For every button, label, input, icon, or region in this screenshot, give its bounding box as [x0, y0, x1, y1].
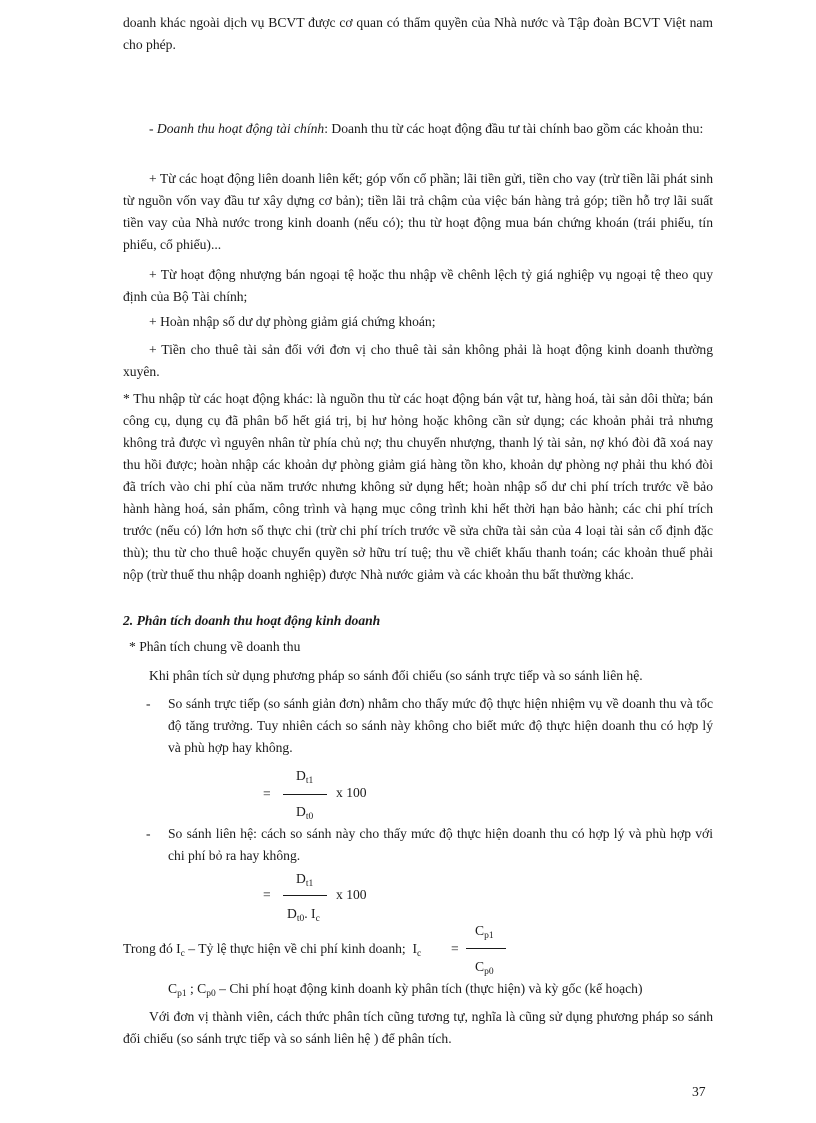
formula3-equals: = [451, 941, 459, 956]
formula3-fraction-bar [466, 948, 506, 949]
formula1-denominator: $D_{t0}$ [296, 804, 314, 822]
paragraph-bullet-securities-provision: + Hoàn nhập số dư dự phòng giảm giá chứng khoán; [149, 314, 436, 329]
formula2-times-100: x 100 [336, 887, 367, 902]
formula2-fraction-bar [283, 895, 327, 896]
formula2-equals: = [263, 887, 271, 902]
formula1-times-100: x 100 [336, 785, 367, 800]
section-heading: 2. Phân tích doanh thu hoạt động kinh doanh [123, 613, 381, 628]
paragraph-member-units: Với đơn vị thành viên, cách thức phân tích cũng tương tự, nghĩa là cũng sử dụng phương pháp so sánh đối chiếu (so sánh trực tiếp và so sánh liên hệ ) để phân tích. [123, 1009, 713, 1046]
financial-revenue-text: : Doanh thu từ các hoạt động đầu tư tài chính bao gồm các khoản thu: [324, 121, 704, 136]
formula1-equals: = [263, 786, 271, 801]
paragraph-intro-continued: doanh khác ngoài dịch vụ BCVT được cơ quan có thẩm quyền của Nhà nước và Tập đoàn BCVT Việt nam cho phép. [123, 15, 713, 52]
formula2-numerator: $D_{t1}$ [296, 871, 314, 889]
formula3-numerator: $C_{p1}$ [475, 923, 494, 941]
formula1-fraction-bar [283, 794, 327, 795]
paragraph-other-income: * Thu nhập từ các hoạt động khác: là nguồn thu từ các hoạt động bán vật tư, hàng hoá, tài sản dôi thừa; bán công cụ, dụng cụ đã phân bổ hết giá trị, bị hư hỏng hoặc không cần sử dụng; các khoản phải trả nhưng không trả được vì nguyên nhân từ phía chủ nợ; thu chuyển nhượng, thanh lý tài sản, nợ khó đòi đã xoá nay thu hồi được; hoàn nhập các khoản dự phòng giảm giá hàng tồn kho, khoản dự phòng nợ phải thu khó đòi đã trích vào chi phí của năm trước nhưng không sử dụng hết; hoàn nhập số dư chi phí trích trước về bảo hành hàng hoá, sản phẩm, công trình và hạng mục công trình khi hết thời hạn bảo hành; các chi phí trích trước (nếu có) lớn hơn số thực chi (trừ chi phí trích trước về sửa chữa tài sản của 4 loại tài sản cố định đặc thù); thu từ cho thuê hoặc chuyển quyền sở hữu trí tuệ; thu về chiết khấu thanh toán; các khoản thuế phải nộp (trừ thuế thu nhập doanh nghiệp) được Nhà nước giảm và các khoản thu bất thường khác. [123, 391, 713, 582]
paragraph-bullet-foreign-currency: + Từ hoạt động nhượng bán ngoại tệ hoặc thu nhập về chênh lệch tỷ giá nghiệp vụ ngoại tệ theo quy định của Bộ Tài chính; [123, 267, 713, 304]
paragraph-comparison-method: Khi phân tích sử dụng phương pháp so sánh đối chiếu (so sánh trực tiếp và so sánh liên hệ. [149, 668, 643, 683]
paragraph-bullet-asset-rental: + Tiền cho thuê tài sản đối với đơn vị cho thuê tài sản không phải là hoạt động kinh doanh thường xuyên. [123, 342, 713, 379]
where-line: Trong đó $I_c$ – Tỷ lệ thực hiện về chi phí kinh doanh; $I_c$ [123, 941, 422, 959]
formula3-denominator: $C_{p0}$ [475, 959, 494, 977]
dash-marker-direct: - [146, 696, 151, 711]
paragraph-relative-comparison: So sánh liên hệ: cách so sánh này cho thấy mức độ thực hiện doanh thu có hợp lý và phù hợp với chi phí bỏ ra hay không. [168, 826, 713, 863]
paragraph-bullet-joint-ventures: + Từ các hoạt động liên doanh liên kết; góp vốn cổ phần; lãi tiền gửi, tiền cho vay (trừ tiền lãi phát sinh từ nguồn vốn vay đầu tư xây dựng cơ bản); tiền lãi trả chậm của việc bán hàng trả góp; tiền hỗ trợ lãi suất tiền vay của Nhà nước trong kinh doanh (nếu có); thu từ hoạt động mua bán chứng khoán (trái phiếu, tín phiếu, cổ phiếu)... [123, 171, 713, 252]
formula2-denominator: $D_{t0}$. $I_c$ [287, 906, 320, 924]
page-number: 37 [692, 1084, 706, 1099]
paragraph-direct-comparison: So sánh trực tiếp (so sánh giản đơn) nhằm cho thấy mức độ thực hiện nhiệm vụ về doanh thu và tốc độ tăng trưởng. Tuy nhiên cách so sánh này không cho biết mức độ thực hiện doanh thu có hợp lý và phù hợp hay không. [168, 696, 713, 755]
cost-legend-line: $C_{p1}$ ; $C_{p0}$ – Chi phí hoạt động kinh doanh kỳ phân tích (thực hiện) và kỳ gốc (kế hoạch) [168, 981, 643, 999]
formula1-numerator: $D_{t1}$ [296, 768, 314, 786]
subsection-heading: * Phân tích chung về doanh thu [129, 639, 301, 654]
dash-marker-relative: - [146, 826, 151, 841]
paragraph-financial-revenue [123, 118, 713, 140]
financial-revenue-label: - Doanh thu hoạt động tài chính [149, 121, 325, 136]
